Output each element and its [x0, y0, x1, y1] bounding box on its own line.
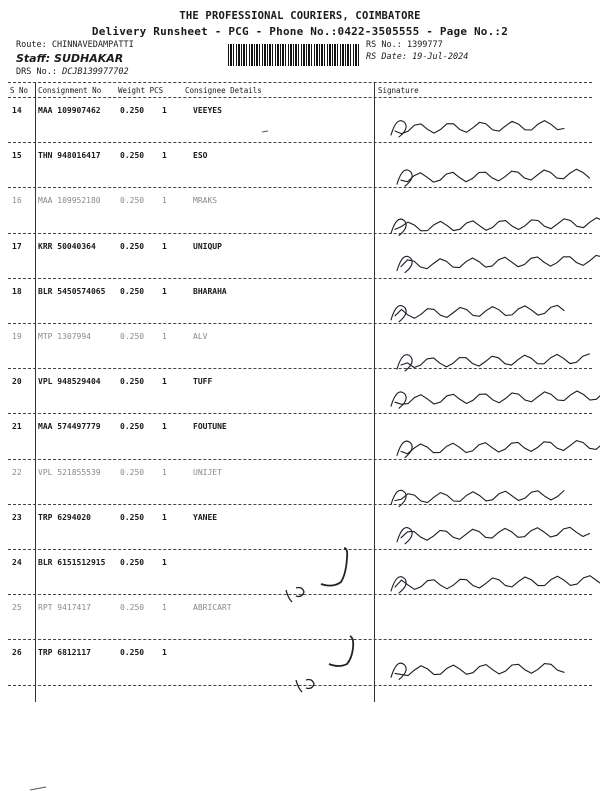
handwritten-signature — [397, 354, 590, 371]
row-consignee: ABRICART — [193, 603, 232, 613]
row-sno: 18 — [12, 286, 22, 296]
row-consignment-no: RPT 9417417 — [38, 603, 91, 613]
rs-date-value: 19-Jul-2024 — [412, 52, 469, 62]
drs-value: DCJB139977702 — [62, 67, 129, 77]
row-weight: 0.250 — [120, 422, 145, 432]
row-pcs: 1 — [162, 648, 167, 658]
handwritten-signature — [397, 440, 600, 458]
row-consignment-no: TRP 6812117 — [38, 648, 91, 658]
row-pcs: 1 — [162, 558, 167, 567]
row-pcs: 1 — [162, 603, 167, 613]
row-sno: 14 — [12, 106, 22, 115]
row-consignee: YANEE — [193, 512, 218, 522]
handwritten-signature — [397, 254, 600, 272]
row-sno: 15 — [12, 151, 22, 161]
row-consignment-no: MAA 109952180 — [38, 196, 101, 206]
handwritten-signature — [391, 391, 600, 408]
pen-mark — [329, 636, 353, 666]
row-pcs: 1 — [162, 106, 167, 115]
handwritten-signature — [391, 218, 600, 236]
row-pcs: 1 — [162, 467, 167, 477]
row-consignee: FOUTUNE — [193, 422, 227, 432]
row-weight: 0.250 — [120, 196, 145, 206]
row-weight: 0.250 — [120, 648, 145, 658]
row-pcs: 1 — [162, 377, 167, 387]
row-weight: 0.250 — [120, 286, 145, 296]
row-sno: 23 — [12, 512, 22, 522]
row-pcs: 1 — [162, 196, 167, 206]
row-sno: 22 — [12, 467, 22, 477]
staff-label: Staff: — [16, 52, 51, 65]
rs-no-value: 1399777 — [406, 40, 443, 50]
pen-mark — [30, 787, 46, 790]
row-weight: 0.250 — [120, 332, 145, 341]
handwritten-signature — [391, 663, 564, 679]
row-weight: 0.250 — [120, 241, 145, 251]
pen-mark — [262, 131, 268, 132]
pen-mark — [296, 680, 314, 693]
row-weight: 0.250 — [120, 512, 145, 522]
pen-mark — [286, 588, 304, 603]
column-header-consignment: Consignment No — [38, 86, 102, 95]
row-weight: 0.250 — [120, 106, 145, 115]
row-pcs: 1 — [162, 512, 167, 522]
row-consignee: BHARAHA — [193, 286, 227, 296]
row-consignment-no: TRP 6294020 — [38, 512, 91, 522]
row-sno: 25 — [12, 603, 22, 613]
row-sno: 19 — [12, 332, 22, 341]
handwritten-signature — [391, 576, 600, 593]
column-header-consignee: Consignee Details — [185, 86, 262, 95]
rs-no-label: RS No.: — [366, 40, 402, 50]
row-weight: 0.250 — [120, 467, 145, 477]
row-consignee: TUFF — [193, 377, 213, 387]
row-weight: 0.250 — [120, 603, 145, 613]
row-sno: 17 — [12, 241, 22, 251]
row-sno: 26 — [12, 648, 22, 658]
rs-date-label: RS Date: — [366, 52, 407, 62]
row-sno: 21 — [12, 422, 22, 432]
route-label: Route: — [16, 40, 47, 50]
runsheet-title: Delivery Runsheet - PCG - Phone No.:0422-3505555 - Page No.:2 — [91, 25, 509, 38]
pen-mark — [321, 548, 347, 586]
row-consignment-no: MTP 1307994 — [38, 332, 91, 341]
row-pcs: 1 — [162, 422, 167, 432]
handwritten-signature — [391, 305, 564, 321]
company-name: THE PROFESSIONAL COURIERS, COIMBATORE — [179, 10, 421, 22]
row-sno: 20 — [12, 377, 22, 387]
row-pcs: 1 — [162, 332, 167, 341]
row-consignment-no: MAA 109907462 — [38, 106, 101, 115]
handwritten-signature — [391, 121, 564, 137]
column-header-sno: S No — [10, 86, 29, 95]
row-consignment-no: VPL 948529404 — [38, 377, 101, 387]
row-consignee: VEEYES — [193, 106, 222, 115]
route-value: CHINNAVEDAMPATTI — [51, 40, 134, 50]
row-pcs: 1 — [162, 241, 167, 251]
row-sno: 16 — [12, 196, 22, 206]
handwritten-signature — [391, 490, 564, 506]
row-consignee: MRAKS — [193, 196, 218, 206]
row-consignment-no: KRR 50040364 — [38, 241, 96, 251]
row-consignment-no: BLR 6151512915 — [38, 558, 106, 567]
row-consignee: UNIQUP — [193, 241, 222, 251]
row-sno: 24 — [12, 558, 22, 567]
row-weight: 0.250 — [120, 558, 145, 567]
row-consignment-no: BLR 5450574065 — [38, 286, 106, 296]
row-weight: 0.250 — [120, 151, 145, 161]
staff-value: SUDHAKAR — [54, 52, 124, 65]
row-consignment-no: MAA 574497779 — [38, 422, 101, 432]
row-pcs: 1 — [162, 151, 167, 161]
row-consignment-no: THN 948016417 — [38, 151, 101, 161]
column-header-weight-pcs: Weight PCS — [118, 86, 164, 95]
drs-label: DRS No.: — [16, 67, 57, 77]
row-weight: 0.250 — [120, 377, 145, 387]
handwritten-signature — [397, 169, 590, 186]
handwritten-signature — [397, 527, 590, 544]
row-consignee: ESO — [193, 151, 208, 161]
row-consignee: ALV — [193, 332, 208, 341]
row-consignment-no: VPL 521855539 — [38, 467, 101, 477]
row-consignee: UNIJET — [193, 467, 222, 477]
row-pcs: 1 — [162, 286, 167, 296]
column-header-signature: Signature — [378, 86, 419, 95]
